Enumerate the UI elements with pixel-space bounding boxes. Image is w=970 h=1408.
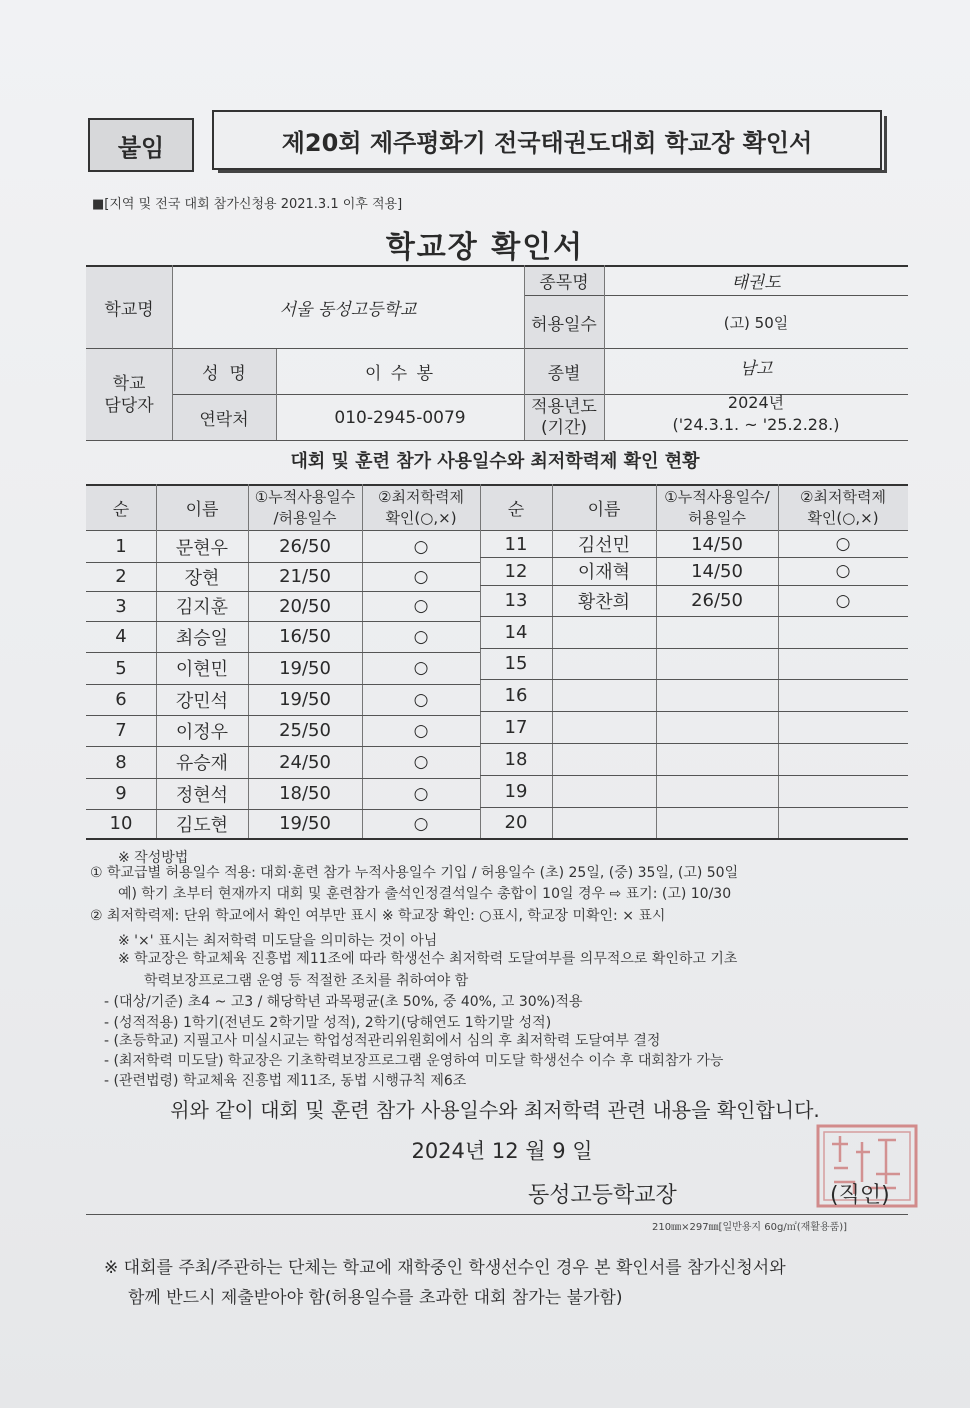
row-number: 17 [504,716,528,738]
document-title: 제20회 제주평화기 전국태권도대회 학교장 확인서 [212,110,882,170]
student-name: 황찬희 [577,591,631,613]
min-academic-check [778,775,908,807]
min-academic-check: ○ [835,534,851,554]
min-academic-check: ○ [413,566,429,587]
year-label-line1: 적용년도 [531,396,597,417]
days-used: 18/50 [279,783,331,804]
student-name [552,775,656,807]
row-number: 14 [504,621,528,643]
row-number: 9 [115,783,127,804]
manager-label-line1: 학교 [112,373,146,394]
min-academic-check [778,679,908,711]
days-used: 25/50 [279,720,331,741]
student-name: 유승재 [175,753,229,774]
days-used [656,775,778,807]
row-number: 18 [504,748,528,770]
min-academic-check: ○ [413,720,429,741]
instruction-line: - (대상/기준) 초4 ~ 고3 / 해당학년 과목평균(초 50%, 중 40%, 고 30%)적용 [104,994,583,1010]
days-used: 19/50 [279,689,331,710]
header-check-line1: ②최저학력제 [378,487,464,506]
days-used: 16/50 [279,626,331,647]
student-name [552,679,656,711]
confirmation-statement: 위와 같이 대회 및 훈련 참가 사용일수와 최저학력 관련 내용을 확인합니다. [170,1098,820,1122]
row-number: 11 [504,533,528,555]
min-academic-check [778,616,908,648]
min-academic-check: ○ [835,590,851,611]
student-name: 정현석 [175,784,229,806]
header-days-right-line2: 허용일수 [688,508,746,527]
application-note: ■[지역 및 전국 대회 참가신청용 2021.3.1 이후 적용] [92,197,403,212]
instruction-line: ① 학교급별 허용일수 적용: 대회·훈련 참가 누적사용일수 기입 / 허용일수 (초) 25일, (중) 35일, (고) 50일 [90,865,739,881]
header-check [362,485,480,530]
days-used: 14/50 [691,533,743,555]
student-name: 최승일 [175,627,229,649]
days-used [656,743,778,775]
year-label [524,395,604,440]
row-number: 20 [504,812,528,833]
student-name [552,743,656,775]
footer-line-2: 함께 반드시 제출받아야 함(허용일수를 초과한 대회 참가는 불가함) [128,1288,623,1308]
days-used [656,648,778,679]
year-value [604,388,908,440]
header-check-line2: 확인(○,×) [385,508,457,527]
instruction-line: ※ '×' 표시는 최저학력 미도달을 의미하는 것이 아님 [118,933,438,949]
days-used: 26/50 [279,536,331,557]
instruction-line: 예) 학기 초부터 현재까지 대회 및 훈련참가 출석인정결석일수 총합이 10일 경우 ⇨ 표기: (고) 10/30 [118,886,732,902]
min-academic-check [778,807,908,838]
days-used: 19/50 [279,813,331,834]
header-check-right-line1: ②최저학력제 [800,487,886,506]
min-academic-check: ○ [835,561,851,581]
student-name [552,616,656,648]
days-used: 19/50 [279,657,331,679]
student-name: 이정우 [175,721,229,743]
category-value: 남고 [739,359,773,379]
row-number: 15 [504,653,528,674]
event-value: 태권도 [731,273,781,293]
row-number: 1 [115,536,127,557]
row-number: 5 [115,657,127,679]
year-value-line2: ('24.3.1. ~ '25.2.28.) [672,415,840,434]
contact-value: 010-2945-0079 [334,407,466,428]
name-value: 이 수 봉 [364,364,436,384]
min-academic-check: ○ [413,658,429,678]
days-used: 14/50 [691,560,743,582]
row-number: 12 [504,560,528,582]
year-value-line1: 2024년 [727,393,785,412]
days-used: 26/50 [691,590,743,611]
section-title: 대회 및 훈련 참가 사용일수와 최저학력제 확인 현황 [290,451,700,472]
header-days-line1: ①누적사용일수 [254,487,356,506]
header-check-right-line2: 확인(○,×) [807,508,879,527]
student-name: 강민석 [175,690,229,712]
category-label: 종별 [547,364,581,384]
row-number: 16 [504,684,528,706]
contact-label: 연락처 [199,410,249,430]
student-name: 김도현 [175,814,229,836]
row-number: 7 [115,720,127,741]
school-label: 학교명 [104,299,154,320]
header-name-right: 이름 [587,500,621,520]
days-used [656,807,778,838]
student-name: 이재혁 [577,562,631,583]
row-number: 10 [109,813,133,834]
header-check-right [778,485,908,530]
principal-name: 동성고등학교장 [528,1183,677,1208]
main-title: 학교장 확인서 [385,230,585,265]
rule [86,440,908,441]
event-label: 종목명 [539,273,589,293]
instruction-line: - (초등학교) 지필고사 미실시교는 학업성적관리위원회에서 심의 후 최저학력 도달여부 결정 [104,1033,661,1049]
row-number: 13 [504,590,528,611]
days-used: 21/50 [279,566,331,587]
student-name: 김선민 [577,535,631,556]
min-academic-check [778,743,908,775]
days-used: 20/50 [279,595,331,617]
student-name [552,807,656,838]
min-academic-check [778,648,908,679]
row-number: 6 [115,689,127,710]
instruction-line: 학력보장프로그램 운영 등 적절한 조치를 취하여야 함 [144,973,469,989]
issue-date: 2024년 12 월 9 일 [411,1139,593,1163]
min-academic-check: ○ [413,752,429,772]
min-academic-check [778,711,908,743]
days-used [656,679,778,711]
attachment-badge: 붙임 [88,118,194,172]
student-name [552,711,656,743]
row-number: 19 [504,780,528,802]
manager-label-line2: 담당자 [104,395,154,416]
min-academic-check: ○ [413,783,429,804]
min-academic-check: ○ [413,596,429,616]
days-used: 24/50 [279,751,331,773]
student-name: 이현민 [175,659,229,680]
footer-rule [86,1214,908,1215]
instruction-line: ② 최저학력제: 단위 학교에서 확인 여부만 표시 ※ 학교장 확인: ○표시, 학교장 미확인: × 표시 [90,908,666,924]
header-days-right [656,485,778,530]
rule [86,838,908,840]
school-value: 서울 동성고등학교 [279,299,417,320]
instruction-line: - (관련법령) 학교체육 진흥법 제11조, 동법 시행규칙 제6조 [104,1073,467,1089]
header-days [248,485,362,530]
min-academic-check: ○ [413,689,429,710]
student-name: 문현우 [175,537,229,559]
allowed-days-label: 허용일수 [531,314,597,335]
instruction-line: ※ 작성방법 [118,850,189,866]
header-no: 순 [112,500,130,520]
row-number: 8 [115,751,127,773]
year-label-line2: (기간) [540,417,588,438]
min-academic-check: ○ [413,536,429,557]
min-academic-check: ○ [413,813,429,834]
instruction-line: ※ 학교장은 학교체육 진흥법 제11조에 따라 학생선수 최저학력 도달여부를 의무적으로 확인하고 기초 [118,951,738,967]
header-days-right-line1: ①누적사용일수/ [664,487,770,506]
seal-label: (직인) [830,1183,890,1208]
header-no-right: 순 [507,500,525,520]
student-name [552,648,656,679]
row-number: 2 [115,566,127,587]
instruction-line: - (성적적용) 1학기(전년도 2학기말 성적), 2학기(당해연도 1학기말 성적) [104,1015,552,1031]
days-used [656,711,778,743]
manager-label [86,349,172,440]
student-name: 김지훈 [175,597,229,618]
header-days-line2: /허용일수 [273,508,337,527]
student-name: 장현 [184,567,220,589]
name-label: 성 명 [202,364,246,384]
paper-size-note: 210㎜×297㎜[일반용지 60g/㎡(재활용품)] [652,1222,848,1233]
row-number: 3 [115,595,127,617]
min-academic-check: ○ [413,626,429,647]
days-used [656,616,778,648]
row-number: 4 [115,626,127,647]
instruction-line: - (최저학력 미도달) 학교장은 기초학력보장프로그램 운영하여 미도달 학생선수 이수 후 대회참가 가능 [104,1053,724,1069]
footer-line-1: ※ 대회를 주최/주관하는 단체는 학교에 재학중인 학생선수인 경우 본 확인서를 참가신청서와 [104,1258,786,1278]
header-name: 이름 [185,500,219,520]
allowed-days-value: (고) 50일 [723,313,789,332]
